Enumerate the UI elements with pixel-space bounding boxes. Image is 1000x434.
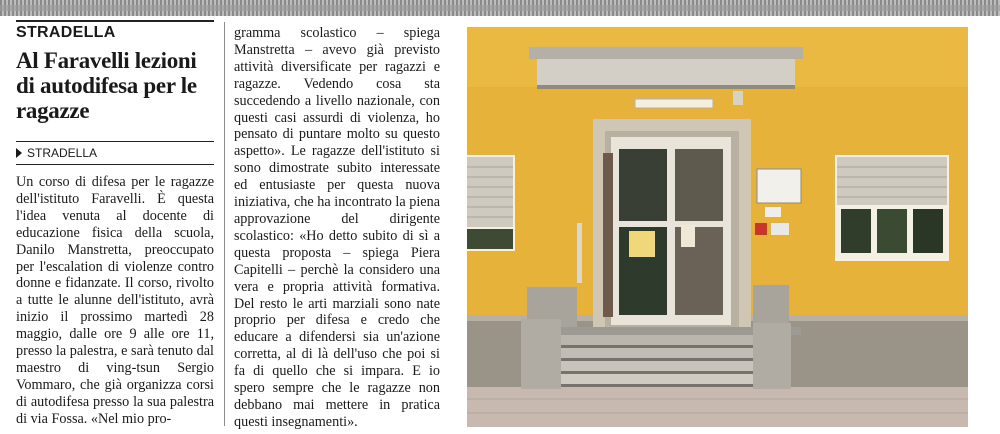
byline bbox=[16, 146, 214, 160]
byline-rule-bottom bbox=[16, 164, 214, 165]
article-headline: Al Faravelli lezioni di autodifesa per le ragazze bbox=[16, 48, 197, 123]
article-kicker: STRADELLA bbox=[16, 24, 116, 41]
byline-text: STRADELLA bbox=[27, 146, 98, 160]
column-divider bbox=[224, 22, 225, 426]
byline-rule bbox=[16, 141, 214, 142]
article-column-1 bbox=[16, 24, 214, 428]
school-entrance-photo bbox=[467, 27, 968, 427]
byline-marker-icon bbox=[16, 148, 22, 158]
page-header-band bbox=[0, 0, 1000, 16]
article-body-col2: gramma scolastico – spiega Manstretta – avevo già previsto attività diversificate per ragazzi e ragazze. Vedendo cosa sta succedendo a livello nazionale, con questi casi assurdi di violenza, ho pensato di puntare molto su questo aspetto». Le ragazze dell'istituto si sono dimostrate subito interessate ed entusiaste per questa nuova iniziativa, che ha incontrato la piena approvazione del dirigente scolastico: «Ho detto subito di sì a questa proposta – spiega Piera Capitelli – perchè la considero una vera e propria attività formativa. Del resto le arti marziali sono nate proprio per difesa e credo che educare a difendersi sia un'azione corretta, al di là dell'uso che poi si fa di quello che si impara. E io spero sempre che le ragazze non debbano mai mettere in pratica questi insegnamenti». bbox=[234, 25, 440, 430]
top-rule bbox=[16, 20, 214, 22]
article-body-col1: Un corso di difesa per le ragazze dell'istituto Faravelli. È questa l'idea venuta al docente di educazione fisica della scuola, Danilo Manstretta, preoccupato per l'escalation di violenze contro donne e fidanzate. Il corso, rivolto a tutte le alunne dell'istituto, avrà inizio il prossimo martedì 28 maggio, dalle ore 9 alle ore 11, presso la palestra, e sarà tenuto dal maestro di ving-tsun Sergio Vommaro, che già organizza corsi di autodifesa presso la sua palestra di via Fossa. «Nel mio pro- bbox=[16, 174, 214, 427]
